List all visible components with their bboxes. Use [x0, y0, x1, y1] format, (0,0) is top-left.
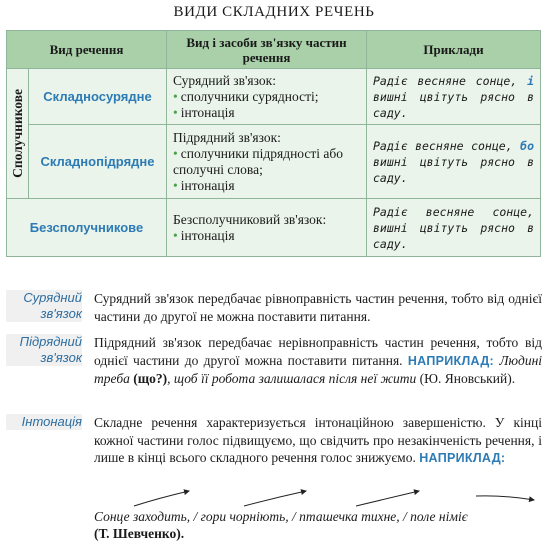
term-label: Підрядний зв'язок: [6, 334, 82, 366]
header-sentence-type: Вид речення: [7, 31, 167, 69]
definition-text: Підрядний зв'язок передбачає нерівноправність частин речення, тобто від однієї частини до другої можна поставити питання. НАПРИКЛАД: Людині треба (що?), щоб її робота залишалася після неї жити (Ю. Яновський).: [94, 335, 543, 386]
group-label: Сполучникове: [9, 89, 25, 178]
table-row: [7, 199, 541, 257]
table-header-row: [7, 31, 541, 69]
intonation-arrows: [94, 484, 542, 510]
arrow-icon: [476, 496, 534, 500]
bullet-icon: •: [173, 88, 178, 104]
group-cell: [7, 69, 29, 199]
conjunction: бо: [520, 138, 534, 153]
connection-means: Безсполучниковий зв'язок: • інтонація: [167, 199, 367, 257]
bullet-icon: •: [173, 177, 178, 193]
definition-text: Складне речення характеризується інтонаційною завершеністю. У кінці кожної частини голос підвищуємо, що свідчить про незакінченість речення, і лише в кінці всього складного речення голос знижуємо. НАПРИКЛАД:: [94, 415, 542, 465]
poem-example: Сонце заходить, / гори чорніють, / пташечка тихне, / поле німіє (Т. Шевченко).: [94, 509, 468, 541]
list-item: • інтонація: [173, 104, 235, 120]
bullet-icon: •: [173, 145, 178, 161]
type-name: Складносурядне: [29, 69, 167, 125]
table-row: [7, 69, 541, 125]
list-item: • сполучники сурядності;: [173, 88, 319, 104]
table-row: [7, 125, 541, 199]
bullet-icon: •: [173, 227, 178, 243]
term-label: Сурядний зв'язок: [6, 290, 82, 322]
arrow-icon: [356, 491, 419, 506]
definition-text: Сурядний зв'язок передбачає рівноправність частин речення, тобто від однієї частини до другої не можна поставити питання.: [94, 291, 542, 324]
sentence-types-table: [6, 30, 541, 257]
list-item: • інтонація: [173, 177, 235, 193]
header-examples: Приклади: [367, 31, 541, 69]
term-label: Інтонація: [6, 414, 82, 430]
arrow-icon: [134, 491, 189, 506]
type-name: Безсполучникове: [7, 199, 167, 257]
example-label: НАПРИКЛАД:: [407, 353, 495, 368]
example-cell: Радіє весняне сонце, вишні цвітуть рясно в саду.: [367, 199, 541, 257]
example-cell: Радіє весняне сонце, і вишні цвітуть рясно в саду.: [367, 69, 541, 125]
example-cell: Радіє весняне сонце, бо вишні цвітуть рясно в саду.: [367, 125, 541, 199]
header-connection-means: Вид і засоби зв'язку частин речення: [167, 31, 367, 69]
page-title: ВИДИ СКЛАДНИХ РЕЧЕНЬ: [173, 4, 375, 20]
arrow-icon: [244, 491, 306, 506]
connection-means: Сурядний зв'язок: • сполучники сурядності; • інтонація: [167, 69, 367, 125]
connection-means: Підрядний зв'язок: • сполучники підрядності або сполучні слова; • інтонація: [167, 125, 367, 199]
type-name: Складнопідрядне: [29, 125, 167, 199]
bullet-icon: •: [173, 104, 178, 120]
list-item: • сполучники підрядності або сполучні слова;: [173, 145, 344, 177]
conjunction: і: [527, 73, 534, 88]
example-label: НАПРИКЛАД:: [419, 451, 506, 465]
list-item: • інтонація: [173, 227, 235, 243]
